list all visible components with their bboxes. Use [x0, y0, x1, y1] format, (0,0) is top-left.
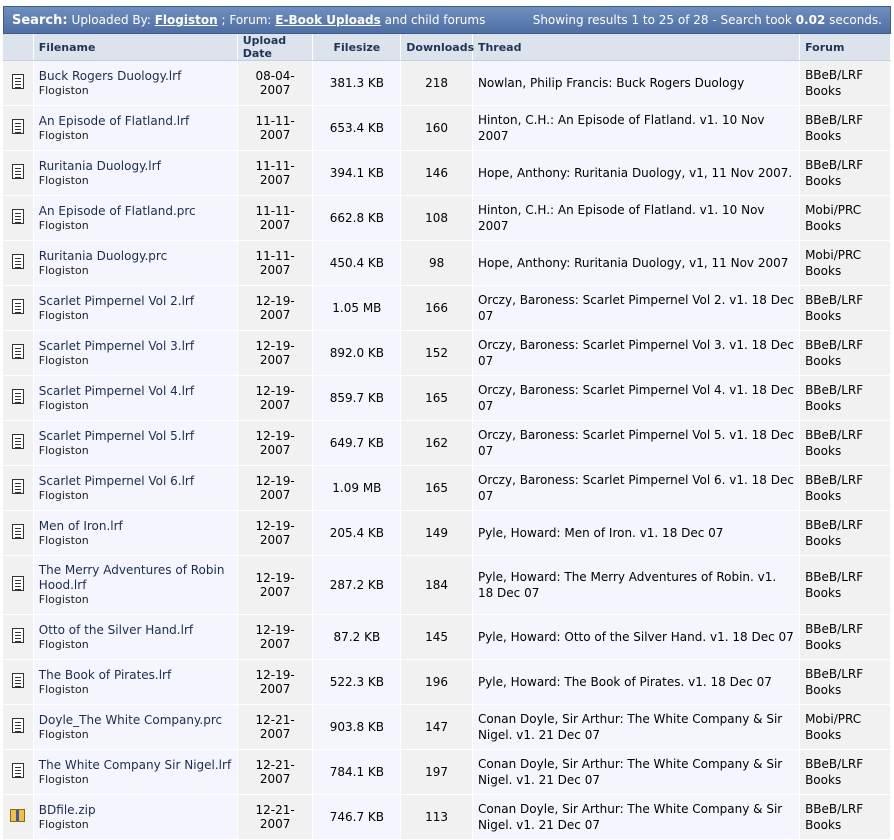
file-type-cell — [3, 466, 33, 511]
file-type-cell — [3, 556, 33, 615]
uploader-name: Flogiston — [38, 308, 89, 322]
uploader-name: Flogiston — [38, 173, 89, 187]
filename-cell — [33, 421, 237, 466]
uploader-name: Flogiston — [38, 83, 89, 97]
thread-link[interactable]: Conan Doyle, Sir Arthur: The White Company & Sir Nigel. v1. 21 Dec 07 — [472, 705, 799, 750]
filename-cell — [33, 331, 237, 376]
file-type-cell — [3, 795, 33, 840]
thread-link[interactable]: Conan Doyle, Sir Arthur: The White Company & Sir Nigel. v1. 21 Dec 07 — [472, 795, 799, 840]
uploader-name: Flogiston — [38, 593, 89, 606]
filename-link[interactable]: Scarlet Pimpernel Vol 6.lrf — [38, 473, 195, 488]
forum-cell: Mobi/PRC Books — [800, 705, 891, 750]
filename-cell — [33, 466, 237, 511]
column-header-filesize[interactable]: Filesize — [313, 34, 401, 61]
forum-cell: BBeB/LRF Books — [800, 750, 891, 795]
filename-link[interactable]: Scarlet Pimpernel Vol 4.lrf — [38, 383, 195, 398]
table-row — [3, 106, 891, 151]
results-text: Showing results 1 to 25 of 28 - Search took — [532, 13, 792, 27]
uploader-name: Flogiston — [38, 443, 89, 457]
file-icon — [12, 164, 24, 179]
table-row — [3, 241, 891, 286]
filename-cell — [33, 795, 237, 840]
table-row — [3, 61, 891, 106]
filename-cell — [33, 511, 237, 556]
forum-cell: BBeB/LRF Books — [800, 61, 891, 106]
thread-link[interactable]: Orczy, Baroness: Scarlet Pimpernel Vol 2. v1. 18 Dec 07 — [472, 286, 799, 331]
upload-date-cell: 11-11-2007 — [237, 151, 313, 196]
table-row — [3, 331, 891, 376]
file-type-cell — [3, 241, 33, 286]
file-type-cell — [3, 615, 33, 660]
filesize-cell: 205.4 KB — [313, 511, 401, 556]
uploader-link[interactable]: Flogiston — [154, 13, 218, 27]
filename-cell — [33, 660, 237, 705]
table-row — [3, 750, 891, 795]
forum-cell: BBeB/LRF Books — [800, 556, 891, 615]
file-icon — [12, 479, 24, 494]
thread-link[interactable]: Hope, Anthony: Ruritania Duology, v1, 11 Nov 2007. — [472, 151, 799, 196]
downloads-cell: 145 — [401, 615, 473, 660]
file-type-cell — [3, 705, 33, 750]
forum-cell: BBeB/LRF Books — [800, 376, 891, 421]
filename-cell — [33, 705, 237, 750]
upload-date-cell: 12-19-2007 — [237, 615, 313, 660]
thread-link[interactable]: Hope, Anthony: Ruritania Duology, v1, 11 Nov 2007 — [472, 241, 799, 286]
uploader-name: Flogiston — [38, 533, 89, 547]
forum-text: ; Forum: — [221, 13, 272, 27]
thread-link[interactable]: Orczy, Baroness: Scarlet Pimpernel Vol 5. v1. 18 Dec 07 — [472, 421, 799, 466]
file-type-cell — [3, 196, 33, 241]
downloads-cell: 149 — [401, 511, 473, 556]
file-icon — [12, 673, 24, 688]
thread-link[interactable]: Conan Doyle, Sir Arthur: The White Company & Sir Nigel. v1. 21 Dec 07 — [472, 750, 799, 795]
table-row — [3, 466, 891, 511]
file-type-cell — [3, 376, 33, 421]
filesize-cell: 662.8 KB — [313, 196, 401, 241]
upload-date-cell: 12-19-2007 — [237, 421, 313, 466]
filesize-cell: 87.2 KB — [313, 615, 401, 660]
file-type-cell — [3, 286, 33, 331]
filesize-cell: 784.1 KB — [313, 750, 401, 795]
file-icon — [12, 119, 24, 134]
downloads-cell: 218 — [401, 61, 473, 106]
results-summary — [533, 13, 882, 27]
search-header — [3, 6, 891, 34]
upload-date-cell: 12-19-2007 — [237, 466, 313, 511]
upload-date-cell: 12-21-2007 — [237, 705, 313, 750]
table-row — [3, 511, 891, 556]
file-icon — [12, 389, 24, 404]
filename-link[interactable]: An Episode of Flatland.prc — [38, 203, 196, 218]
file-type-cell — [3, 151, 33, 196]
file-type-cell — [3, 106, 33, 151]
file-icon — [12, 763, 24, 778]
thread-link[interactable]: Orczy, Baroness: Scarlet Pimpernel Vol 6. v1. 18 Dec 07 — [472, 466, 799, 511]
filesize-cell: 649.7 KB — [313, 421, 401, 466]
file-icon — [12, 576, 24, 591]
table-row — [3, 196, 891, 241]
upload-date-cell: 12-19-2007 — [237, 556, 313, 615]
downloads-cell: 166 — [401, 286, 473, 331]
downloads-cell: 152 — [401, 331, 473, 376]
file-icon — [12, 628, 24, 643]
upload-date-cell: 12-19-2007 — [237, 511, 313, 556]
downloads-cell: 162 — [401, 421, 473, 466]
file-icon — [12, 254, 24, 269]
upload-date-cell: 12-19-2007 — [237, 376, 313, 421]
filename-link[interactable]: Scarlet Pimpernel Vol 3.lrf — [38, 338, 195, 353]
filename-link[interactable]: Scarlet Pimpernel Vol 5.lrf — [38, 428, 195, 443]
table-row — [3, 286, 891, 331]
filename-cell — [33, 376, 237, 421]
thread-link[interactable]: Pyle, Howard: The Book of Pirates. v1. 18 Dec 07 — [472, 660, 799, 705]
filename-link[interactable]: Doyle_The White Company.prc — [38, 712, 223, 727]
filesize-cell: 450.4 KB — [313, 241, 401, 286]
uploader-name: Flogiston — [38, 218, 89, 232]
downloads-cell: 98 — [401, 241, 473, 286]
icon-column-header — [3, 34, 33, 61]
filename-link[interactable]: Men of Iron.lrf — [38, 518, 123, 533]
uploader-name: Flogiston — [38, 488, 89, 502]
search-time: 0.02 — [795, 13, 826, 27]
downloads-cell: 196 — [401, 660, 473, 705]
forum-cell: BBeB/LRF Books — [800, 421, 891, 466]
upload-date-cell: 08-04-2007 — [237, 61, 313, 106]
forum-cell: BBeB/LRF Books — [800, 286, 891, 331]
file-type-cell — [3, 421, 33, 466]
thread-link[interactable]: Nowlan, Philip Francis: Buck Rogers Duology — [472, 61, 799, 106]
filename-link[interactable]: Scarlet Pimpernel Vol 2.lrf — [38, 293, 195, 308]
upload-date-cell: 12-19-2007 — [237, 286, 313, 331]
forum-suffix: and child forums — [384, 13, 486, 27]
filesize-cell: 1.05 MB — [313, 286, 401, 331]
forum-cell: BBeB/LRF Books — [800, 511, 891, 556]
filesize-cell: 381.3 KB — [313, 61, 401, 106]
downloads-cell: 165 — [401, 466, 473, 511]
downloads-cell: 147 — [401, 705, 473, 750]
file-icon — [12, 74, 24, 89]
filename-cell — [33, 750, 237, 795]
filename-link[interactable]: Buck Rogers Duology.lrf — [38, 68, 182, 83]
filename-link[interactable]: The Merry Adventures of Robin Hood.lrf — [38, 563, 225, 592]
column-header-upload-date[interactable]: Upload Date — [237, 34, 313, 61]
forum-cell: BBeB/LRF Books — [800, 660, 891, 705]
uploaded-by-text: Uploaded By: — [71, 13, 151, 27]
uploader-name: Flogiston — [38, 817, 89, 831]
thread-link[interactable]: Pyle, Howard: The Merry Adventures of Robin. v1. 18 Dec 07 — [472, 556, 799, 615]
forum-cell: BBeB/LRF Books — [800, 331, 891, 376]
filesize-cell: 859.7 KB — [313, 376, 401, 421]
upload-date-cell: 11-11-2007 — [237, 241, 313, 286]
filename-link[interactable]: An Episode of Flatland.lrf — [38, 113, 190, 128]
table-row — [3, 556, 891, 615]
filename-cell — [33, 61, 237, 106]
column-header-thread[interactable]: Thread — [472, 34, 799, 61]
filesize-cell: 1.09 MB — [313, 466, 401, 511]
file-icon — [12, 718, 24, 733]
filename-cell — [33, 615, 237, 660]
file-icon — [12, 299, 24, 314]
forum-cell: BBeB/LRF Books — [800, 466, 891, 511]
table-row — [3, 795, 891, 840]
downloads-cell: 165 — [401, 376, 473, 421]
thread-link[interactable]: Hinton, C.H.: An Episode of Flatland. v1. 10 Nov 2007 — [472, 196, 799, 241]
thread-link[interactable]: Hinton, C.H.: An Episode of Flatland. v1. 10 Nov 2007 — [472, 106, 799, 151]
thread-link[interactable]: Pyle, Howard: Otto of the Silver Hand. v1. 18 Dec 07 — [472, 615, 799, 660]
thread-link[interactable]: Orczy, Baroness: Scarlet Pimpernel Vol 3. v1. 18 Dec 07 — [472, 331, 799, 376]
downloads-cell: 184 — [401, 556, 473, 615]
file-icon — [12, 434, 24, 449]
filename-link[interactable]: Ruritania Duology.prc — [38, 248, 168, 263]
uploader-name: Flogiston — [38, 263, 89, 277]
downloads-cell: 108 — [401, 196, 473, 241]
column-header-downloads[interactable]: Downloads — [401, 34, 473, 61]
filesize-cell: 746.7 KB — [313, 795, 401, 840]
forum-cell: Mobi/PRC Books — [800, 196, 891, 241]
filename-link[interactable]: The White Company Sir Nigel.lrf — [38, 757, 232, 772]
table-row — [3, 151, 891, 196]
filesize-cell: 522.3 KB — [313, 660, 401, 705]
filename-cell — [33, 196, 237, 241]
uploader-name: Flogiston — [38, 398, 89, 412]
search-time-unit: seconds. — [829, 13, 882, 27]
column-header-forum[interactable]: Forum — [800, 34, 891, 61]
search-results-panel — [3, 6, 891, 840]
filename-cell — [33, 286, 237, 331]
table-header-row — [3, 34, 891, 61]
table-row — [3, 615, 891, 660]
file-type-cell — [3, 61, 33, 106]
filesize-cell: 287.2 KB — [313, 556, 401, 615]
file-icon — [12, 344, 24, 359]
filesize-cell: 892.0 KB — [313, 331, 401, 376]
filename-link[interactable]: BDfile.zip — [38, 802, 96, 817]
table-row — [3, 421, 891, 466]
filesize-cell: 903.8 KB — [313, 705, 401, 750]
forum-cell: BBeB/LRF Books — [800, 615, 891, 660]
column-header-filename[interactable]: Filename — [33, 34, 237, 61]
table-row — [3, 660, 891, 705]
file-type-cell — [3, 750, 33, 795]
filename-link[interactable]: The Book of Pirates.lrf — [38, 667, 172, 682]
uploader-name: Flogiston — [38, 353, 89, 367]
search-label: Search: — [12, 12, 68, 28]
forum-cell: BBeB/LRF Books — [800, 795, 891, 840]
file-type-cell — [3, 331, 33, 376]
upload-date-cell: 12-21-2007 — [237, 795, 313, 840]
filename-cell — [33, 241, 237, 286]
zip-icon — [10, 809, 25, 822]
thread-link[interactable]: Orczy, Baroness: Scarlet Pimpernel Vol 4. v1. 18 Dec 07 — [472, 376, 799, 421]
file-type-cell — [3, 511, 33, 556]
filename-link[interactable]: Ruritania Duology.lrf — [38, 158, 161, 173]
downloads-cell: 146 — [401, 151, 473, 196]
filesize-cell: 394.1 KB — [313, 151, 401, 196]
upload-date-cell: 12-19-2007 — [237, 660, 313, 705]
filename-link[interactable]: Otto of the Silver Hand.lrf — [38, 622, 194, 637]
file-type-cell — [3, 660, 33, 705]
uploader-name: Flogiston — [38, 637, 89, 651]
forum-cell: BBeB/LRF Books — [800, 151, 891, 196]
uploader-name: Flogiston — [38, 682, 89, 696]
filesize-cell: 653.4 KB — [313, 106, 401, 151]
forum-cell: BBeB/LRF Books — [800, 106, 891, 151]
table-row — [3, 705, 891, 750]
downloads-cell: 160 — [401, 106, 473, 151]
file-icon — [12, 209, 24, 224]
file-icon — [12, 524, 24, 539]
results-table — [3, 34, 891, 840]
uploader-name: Flogiston — [38, 727, 89, 741]
uploader-name: Flogiston — [38, 772, 89, 786]
filename-cell — [33, 151, 237, 196]
forum-cell: Mobi/PRC Books — [800, 241, 891, 286]
thread-link[interactable]: Pyle, Howard: Men of Iron. v1. 18 Dec 07 — [472, 511, 799, 556]
filename-cell — [33, 106, 237, 151]
upload-date-cell: 11-11-2007 — [237, 196, 313, 241]
upload-date-cell: 12-19-2007 — [237, 331, 313, 376]
table-row — [3, 376, 891, 421]
downloads-cell: 113 — [401, 795, 473, 840]
filename-cell — [33, 556, 237, 615]
uploader-name: Flogiston — [38, 128, 89, 142]
upload-date-cell: 11-11-2007 — [237, 106, 313, 151]
upload-date-cell: 12-21-2007 — [237, 750, 313, 795]
forum-link[interactable]: E-Book Uploads — [275, 13, 381, 27]
downloads-cell: 197 — [401, 750, 473, 795]
